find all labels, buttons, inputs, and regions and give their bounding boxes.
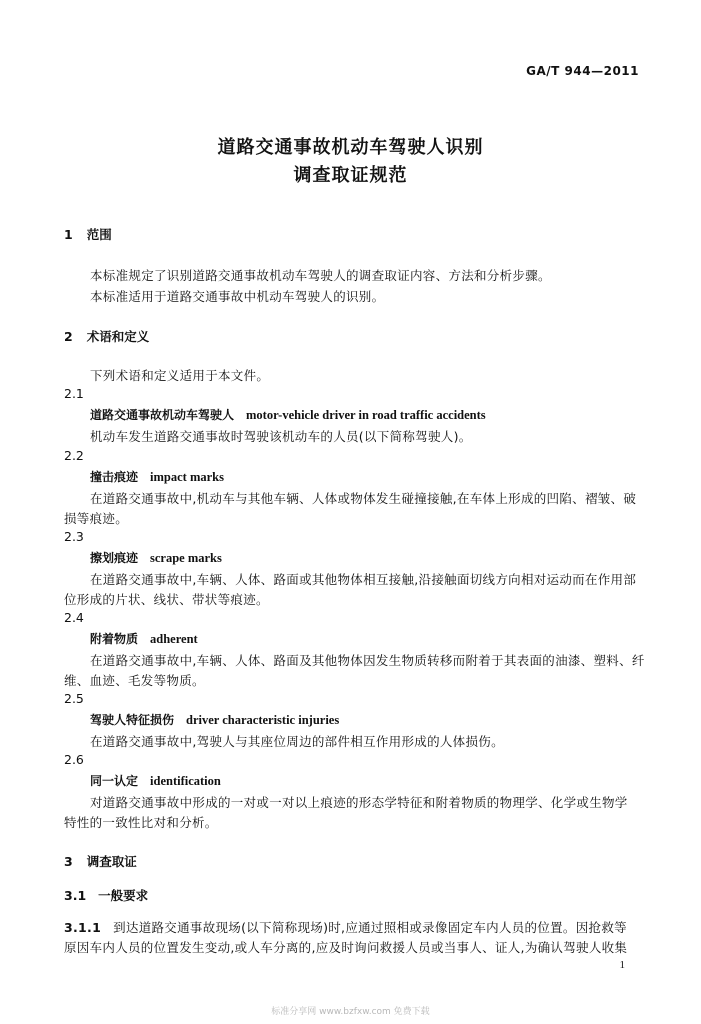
section-title: 术语和定义 (86, 329, 150, 344)
term-zh: 撞击痕迹 (90, 470, 139, 484)
term-en: motor-vehicle driver in road traffic accidents (246, 408, 486, 422)
term-title (90, 549, 222, 566)
term-number: 2.3 (64, 529, 84, 544)
section-title: 范围 (86, 227, 112, 242)
section-1-heading (64, 225, 112, 243)
document-title-line-2: 调查取证规范 (293, 165, 408, 186)
term-zh: 附着物质 (90, 632, 139, 646)
section-number: 2 (64, 329, 73, 344)
footer-watermark: 标准分享网 www.bzfxw.com 免费下载 (271, 1007, 430, 1017)
section-2-heading (64, 327, 149, 345)
term-zh: 同一认定 (90, 774, 139, 788)
term-definition: 对道路交通事故中形成的一对或一对以上痕迹的形态学特征和附着物质的物理学、化学或生物学 (90, 795, 628, 810)
paragraph: 本标准适用于道路交通事故中机动车驾驶人的识别。 (90, 289, 385, 304)
term-definition: 机动车发生道路交通事故时驾驶该机动车的人员(以下简称驾驶人)。 (90, 429, 472, 444)
subsection-number: 3.1 (64, 888, 87, 903)
term-en: scrape marks (150, 551, 222, 565)
paragraph: 下列术语和定义适用于本文件。 (90, 368, 270, 383)
term-definition-cont: 位形成的片状、线状、带状等痕迹。 (64, 592, 269, 607)
term-en: identification (150, 774, 221, 788)
term-number: 2.5 (64, 691, 84, 706)
clause-text: 到达道路交通事故现场(以下简称现场)时,应通过照相或录像固定车内人员的位置。因抢救等 (113, 920, 627, 935)
term-definition: 在道路交通事故中,驾驶人与其座位周边的部件相互作用形成的人体损伤。 (90, 734, 504, 749)
term-definition: 在道路交通事故中,机动车与其他车辆、人体或物体发生碰撞接触,在车体上形成的凹陷、褶皱、破 (90, 491, 637, 506)
section-title: 调查取证 (86, 854, 137, 869)
term-en: adherent (150, 632, 198, 646)
term-en: driver characteristic injuries (186, 713, 340, 727)
term-title (90, 630, 198, 647)
term-title (90, 468, 224, 485)
subsection-title: 一般要求 (98, 888, 149, 903)
document-title-line-1: 道路交通事故机动车驾驶人识别 (217, 137, 484, 158)
term-title (90, 711, 339, 728)
term-definition-cont: 特性的一致性比对和分析。 (64, 815, 218, 830)
paragraph: 本标准规定了识别道路交通事故机动车驾驶人的调查取证内容、方法和分析步骤。 (90, 268, 551, 283)
term-title (90, 406, 486, 423)
term-number: 2.4 (64, 610, 84, 625)
section-number: 1 (64, 227, 73, 242)
term-zh: 道路交通事故机动车驾驶人 (90, 408, 235, 422)
clause-number: 3.1.1 (64, 920, 102, 935)
term-number: 2.1 (64, 386, 84, 401)
term-definition: 在道路交通事故中,车辆、人体、路面及其他物体因发生物质转移而附着于其表面的油漆、塑料、纤 (90, 653, 645, 668)
term-en: impact marks (150, 470, 224, 484)
term-zh: 驾驶人特征损伤 (90, 713, 175, 727)
term-definition-cont: 维、血迹、毛发等物质。 (64, 673, 205, 688)
clause-text-cont: 原因车内人员的位置发生变动,或人车分离的,应及时询问救援人员或当事人、证人,为确认驾驶人收集 (64, 940, 628, 955)
subsection-3-1-heading (64, 886, 148, 904)
term-number: 2.6 (64, 752, 84, 767)
term-zh: 擦划痕迹 (90, 551, 139, 565)
page-number: 1 (619, 959, 625, 971)
section-3-heading (64, 852, 137, 870)
clause-3-1-1 (64, 918, 627, 936)
term-number: 2.2 (64, 448, 84, 463)
section-number: 3 (64, 854, 73, 869)
term-definition-cont: 损等痕迹。 (64, 511, 129, 526)
standard-code: GA/T 944—2011 (526, 64, 639, 78)
term-title (90, 772, 221, 789)
term-definition: 在道路交通事故中,车辆、人体、路面或其他物体相互接触,沿接触面切线方向相对运动而在作用部 (90, 572, 637, 587)
